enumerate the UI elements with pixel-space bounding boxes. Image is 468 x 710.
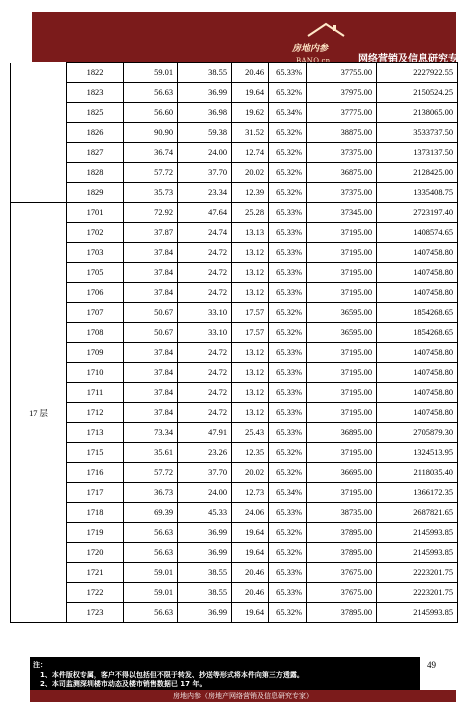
total-price-cell: 2223201.75 [377,563,458,583]
net-area-cell: 24.72 [178,283,232,303]
efficiency-rate-cell: 65.33% [269,583,307,603]
unit-price-cell: 37755.00 [307,63,377,83]
room-number-cell: 1718 [67,503,124,523]
unit-price-cell: 37975.00 [307,83,377,103]
shared-area-cell: 13.13 [232,223,269,243]
table-row [11,243,458,263]
net-area-cell: 38.55 [178,63,232,83]
table-row [11,563,458,583]
shared-area-cell: 19.64 [232,543,269,563]
unit-price-cell: 37195.00 [307,263,377,283]
total-price-cell: 1373137.50 [377,143,458,163]
room-number-cell: 1822 [67,63,124,83]
table-body [11,63,458,623]
shared-area-cell: 13.12 [232,283,269,303]
net-area-cell: 24.72 [178,363,232,383]
net-area-cell: 36.98 [178,103,232,123]
table-row [11,343,458,363]
sales-table [10,62,458,623]
room-number-cell: 1827 [67,143,124,163]
total-price-cell: 2223201.75 [377,583,458,603]
efficiency-rate-cell: 65.32% [269,303,307,323]
gross-area-cell: 50.67 [124,323,178,343]
total-price-cell: 1854268.65 [377,303,458,323]
table-row [11,603,458,623]
net-area-cell: 47.91 [178,423,232,443]
gross-area-cell: 35.61 [124,443,178,463]
unit-price-cell: 37195.00 [307,223,377,243]
table-row [11,423,458,443]
table-row [11,583,458,603]
total-price-cell: 1407458.80 [377,383,458,403]
net-area-cell: 36.99 [178,543,232,563]
efficiency-rate-cell: 65.32% [269,443,307,463]
room-number-cell: 1708 [67,323,124,343]
unit-price-cell: 36695.00 [307,463,377,483]
efficiency-rate-cell: 65.33% [269,563,307,583]
gross-area-cell: 37.87 [124,223,178,243]
house-logo-icon [306,22,346,40]
room-number-cell: 1720 [67,543,124,563]
net-area-cell: 24.74 [178,223,232,243]
total-price-cell: 1407458.80 [377,403,458,423]
room-number-cell: 1706 [67,283,124,303]
total-price-cell: 2118035.40 [377,463,458,483]
efficiency-rate-cell: 65.33% [269,283,307,303]
shared-area-cell: 20.02 [232,163,269,183]
table-row [11,323,458,343]
unit-price-cell: 37195.00 [307,283,377,303]
net-area-cell: 36.99 [178,83,232,103]
efficiency-rate-cell: 65.33% [269,223,307,243]
room-number-cell: 1705 [67,263,124,283]
table-row [11,523,458,543]
room-number-cell: 1711 [67,383,124,403]
shared-area-cell: 13.12 [232,263,269,283]
table-row [11,123,458,143]
net-area-cell: 47.64 [178,203,232,223]
unit-price-cell: 37195.00 [307,343,377,363]
net-area-cell: 24.72 [178,403,232,423]
efficiency-rate-cell: 65.32% [269,543,307,563]
logo-text: 房地内参 [292,44,329,54]
total-price-cell: 1324513.95 [377,443,458,463]
room-number-cell: 1712 [67,403,124,423]
gross-area-cell: 59.01 [124,583,178,603]
net-area-cell: 45.33 [178,503,232,523]
gross-area-cell: 36.74 [124,143,178,163]
efficiency-rate-cell: 65.32% [269,123,307,143]
shared-area-cell: 31.52 [232,123,269,143]
unit-price-cell: 37195.00 [307,483,377,503]
table-row [11,503,458,523]
efficiency-rate-cell: 65.33% [269,363,307,383]
total-price-cell: 1366172.35 [377,483,458,503]
total-price-cell: 2705879.30 [377,423,458,443]
gross-area-cell: 37.84 [124,283,178,303]
shared-area-cell: 19.64 [232,523,269,543]
net-area-cell: 33.10 [178,323,232,343]
table-row [11,363,458,383]
table-row [11,283,458,303]
efficiency-rate-cell: 65.33% [269,263,307,283]
unit-price-cell: 37195.00 [307,443,377,463]
shared-area-cell: 20.46 [232,563,269,583]
efficiency-rate-cell: 65.33% [269,383,307,403]
net-area-cell: 23.34 [178,183,232,203]
gross-area-cell: 37.84 [124,383,178,403]
net-area-cell: 36.99 [178,603,232,623]
net-area-cell: 33.10 [178,303,232,323]
logo-url: BANQ.cn [296,57,331,65]
total-price-cell: 1335408.75 [377,183,458,203]
shared-area-cell: 19.64 [232,83,269,103]
header-banner [32,12,468,65]
shared-area-cell: 12.73 [232,483,269,503]
unit-price-cell: 37675.00 [307,583,377,603]
unit-price-cell: 37195.00 [307,243,377,263]
room-number-cell: 1719 [67,523,124,543]
gross-area-cell: 37.84 [124,343,178,363]
net-area-cell: 24.72 [178,343,232,363]
efficiency-rate-cell: 65.33% [269,243,307,263]
note-label: 注： [33,661,47,669]
shared-area-cell: 12.39 [232,183,269,203]
unit-price-cell: 37345.00 [307,203,377,223]
efficiency-rate-cell: 65.33% [269,403,307,423]
net-area-cell: 36.99 [178,523,232,543]
total-price-cell: 2723197.40 [377,203,458,223]
efficiency-rate-cell: 65.33% [269,203,307,223]
efficiency-rate-cell: 65.34% [269,103,307,123]
efficiency-rate-cell: 65.33% [269,503,307,523]
shared-area-cell: 24.06 [232,503,269,523]
table-row [11,203,458,223]
net-area-cell: 37.70 [178,163,232,183]
net-area-cell: 38.55 [178,563,232,583]
note-1: 1、本件版权专属，客户不得以包括但不限于转发、抄送等形式将本件向第三方透露。 [40,671,304,679]
room-number-cell: 1716 [67,463,124,483]
total-price-cell: 1407458.80 [377,363,458,383]
unit-price-cell: 38875.00 [307,123,377,143]
table-row [11,223,458,243]
table-row [11,183,458,203]
total-price-cell: 1407458.80 [377,283,458,303]
gross-area-cell: 59.01 [124,563,178,583]
room-number-cell: 1829 [67,183,124,203]
gross-area-cell: 37.84 [124,263,178,283]
gross-area-cell: 50.67 [124,303,178,323]
shared-area-cell: 13.12 [232,363,269,383]
total-price-cell: 1407458.80 [377,263,458,283]
shared-area-cell: 20.46 [232,583,269,603]
table-row [11,463,458,483]
header-tagline: 网络营销及信息研究专家 [358,54,468,65]
room-number-cell: 1710 [67,363,124,383]
unit-price-cell: 37375.00 [307,183,377,203]
shared-area-cell: 17.57 [232,323,269,343]
room-number-cell: 1723 [67,603,124,623]
table-row [11,403,458,423]
efficiency-rate-cell: 65.33% [269,63,307,83]
table-row [11,83,458,103]
gross-area-cell: 73.34 [124,423,178,443]
shared-area-cell: 12.74 [232,143,269,163]
efficiency-rate-cell: 65.32% [269,323,307,343]
table-row [11,443,458,463]
floor-cell [11,63,67,203]
total-price-cell: 1407458.80 [377,343,458,363]
room-number-cell: 1721 [67,563,124,583]
gross-area-cell: 56.63 [124,603,178,623]
efficiency-rate-cell: 65.32% [269,143,307,163]
room-number-cell: 1715 [67,443,124,463]
total-price-cell: 2138065.00 [377,103,458,123]
total-price-cell: 1408574.65 [377,223,458,243]
shared-area-cell: 17.57 [232,303,269,323]
room-number-cell: 1722 [67,583,124,603]
unit-price-cell: 36875.00 [307,163,377,183]
shared-area-cell: 13.12 [232,403,269,423]
room-number-cell: 1823 [67,83,124,103]
net-area-cell: 24.72 [178,263,232,283]
table-row [11,103,458,123]
unit-price-cell: 37195.00 [307,363,377,383]
net-area-cell: 24.00 [178,143,232,163]
unit-price-cell: 37895.00 [307,523,377,543]
gross-area-cell: 90.90 [124,123,178,143]
net-area-cell: 38.55 [178,583,232,603]
table-row [11,263,458,283]
note-2: 2、本司监测深圳楼市动态及楼市销售数据已 17 年。 [40,680,207,688]
table-row [11,483,458,503]
room-number-cell: 1709 [67,343,124,363]
unit-price-cell: 37895.00 [307,543,377,563]
gross-area-cell: 37.84 [124,243,178,263]
gross-area-cell: 56.63 [124,83,178,103]
total-price-cell: 2145993.85 [377,543,458,563]
table-row [11,63,458,83]
shared-area-cell: 12.35 [232,443,269,463]
total-price-cell: 2145993.85 [377,523,458,543]
gross-area-cell: 56.63 [124,523,178,543]
table-row [11,303,458,323]
room-number-cell: 1702 [67,223,124,243]
total-price-cell: 1407458.80 [377,243,458,263]
efficiency-rate-cell: 65.32% [269,83,307,103]
gross-area-cell: 37.84 [124,363,178,383]
efficiency-rate-cell: 65.33% [269,423,307,443]
shared-area-cell: 13.12 [232,343,269,363]
room-number-cell: 1825 [67,103,124,123]
page-number: 49 [427,660,436,670]
unit-price-cell: 37195.00 [307,383,377,403]
efficiency-rate-cell: 65.34% [269,483,307,503]
footer-banner: 房地内参（房地产网络营销及信息研究专家） [30,690,456,702]
gross-area-cell: 56.60 [124,103,178,123]
efficiency-rate-cell: 65.32% [269,523,307,543]
unit-price-cell: 38735.00 [307,503,377,523]
gross-area-cell: 72.92 [124,203,178,223]
net-area-cell: 24.00 [178,483,232,503]
gross-area-cell: 37.84 [124,403,178,423]
shared-area-cell: 20.46 [232,63,269,83]
unit-price-cell: 37375.00 [307,143,377,163]
net-area-cell: 24.72 [178,243,232,263]
net-area-cell: 24.72 [178,383,232,403]
net-area-cell: 37.70 [178,463,232,483]
unit-price-cell: 37195.00 [307,403,377,423]
unit-price-cell: 36895.00 [307,423,377,443]
gross-area-cell: 36.73 [124,483,178,503]
table-row [11,143,458,163]
total-price-cell: 2687821.65 [377,503,458,523]
room-number-cell: 1828 [67,163,124,183]
gross-area-cell: 57.72 [124,463,178,483]
shared-area-cell: 19.62 [232,103,269,123]
table-row [11,543,458,563]
table-row [11,383,458,403]
total-price-cell: 3533737.50 [377,123,458,143]
room-number-cell: 1717 [67,483,124,503]
room-number-cell: 1826 [67,123,124,143]
shared-area-cell: 25.43 [232,423,269,443]
room-number-cell: 1707 [67,303,124,323]
total-price-cell: 2150524.25 [377,83,458,103]
total-price-cell: 2128425.00 [377,163,458,183]
unit-price-cell: 37675.00 [307,563,377,583]
net-area-cell: 23.26 [178,443,232,463]
table-row [11,163,458,183]
efficiency-rate-cell: 65.33% [269,343,307,363]
efficiency-rate-cell: 65.32% [269,183,307,203]
room-number-cell: 1713 [67,423,124,443]
total-price-cell: 2227922.55 [377,63,458,83]
efficiency-rate-cell: 65.32% [269,463,307,483]
gross-area-cell: 69.39 [124,503,178,523]
gross-area-cell: 59.01 [124,63,178,83]
gross-area-cell: 35.73 [124,183,178,203]
unit-price-cell: 36595.00 [307,303,377,323]
shared-area-cell: 25.28 [232,203,269,223]
total-price-cell: 1854268.65 [377,323,458,343]
efficiency-rate-cell: 65.32% [269,163,307,183]
room-number-cell: 1701 [67,203,124,223]
shared-area-cell: 20.02 [232,463,269,483]
gross-area-cell: 56.63 [124,543,178,563]
shared-area-cell: 19.64 [232,603,269,623]
efficiency-rate-cell: 65.32% [269,603,307,623]
net-area-cell: 59.38 [178,123,232,143]
floor-label-cell: 17 层 [11,203,67,623]
unit-price-cell: 36595.00 [307,323,377,343]
shared-area-cell: 13.12 [232,243,269,263]
total-price-cell: 2145993.85 [377,603,458,623]
gross-area-cell: 57.72 [124,163,178,183]
shared-area-cell: 13.12 [232,383,269,403]
unit-price-cell: 37775.00 [307,103,377,123]
unit-price-cell: 37895.00 [307,603,377,623]
room-number-cell: 1703 [67,243,124,263]
